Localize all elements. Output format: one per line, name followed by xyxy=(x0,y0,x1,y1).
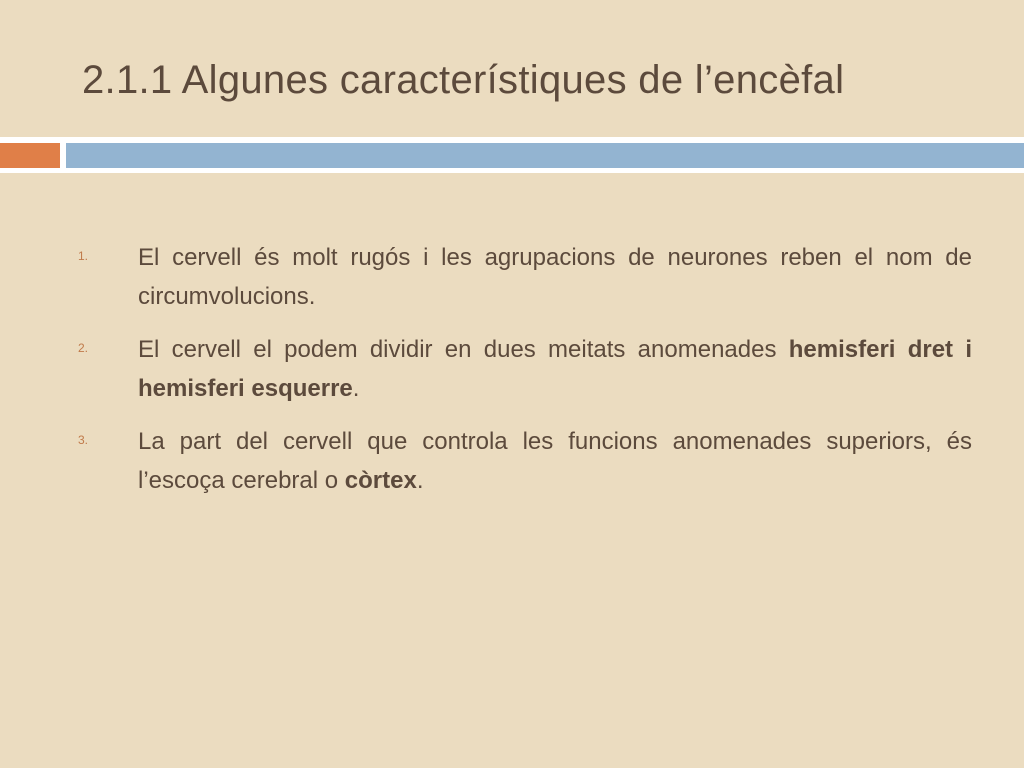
list-item-text-plain: El cervell és molt rugós i les agrupacions de neurones reben el nom de circumvolucions. xyxy=(138,244,972,310)
list-item xyxy=(78,330,972,408)
divider-blue-bar xyxy=(66,143,1024,168)
list-item-text-end: . xyxy=(416,467,424,494)
list-item-text-bold: còrtex xyxy=(344,467,417,494)
divider-orange-accent xyxy=(0,143,60,168)
list-item-number: 3. xyxy=(78,433,89,447)
list-item-text-plain: El cervell el podem dividir en dues meitats anomenades xyxy=(138,336,789,363)
list-item-number: 1. xyxy=(78,249,89,263)
list-item-text-bold: hemisferi dret i hemisferi esquerre xyxy=(138,336,972,402)
list-item-text-plain: La part del cervell que controla les funcions anomenades superiors, és l’escoça cerebral o xyxy=(138,428,972,494)
list-item-text-end: . xyxy=(352,375,360,402)
list-item-text xyxy=(138,422,972,500)
list-item-number: 2. xyxy=(78,341,89,355)
list-item-text xyxy=(138,238,972,316)
list-item xyxy=(78,422,972,500)
list-item xyxy=(78,238,972,316)
slide-title: 2.1.1 Algunes característiques de l’encèfal xyxy=(82,58,845,102)
list-item-text xyxy=(138,330,972,408)
numbered-list xyxy=(78,238,972,514)
